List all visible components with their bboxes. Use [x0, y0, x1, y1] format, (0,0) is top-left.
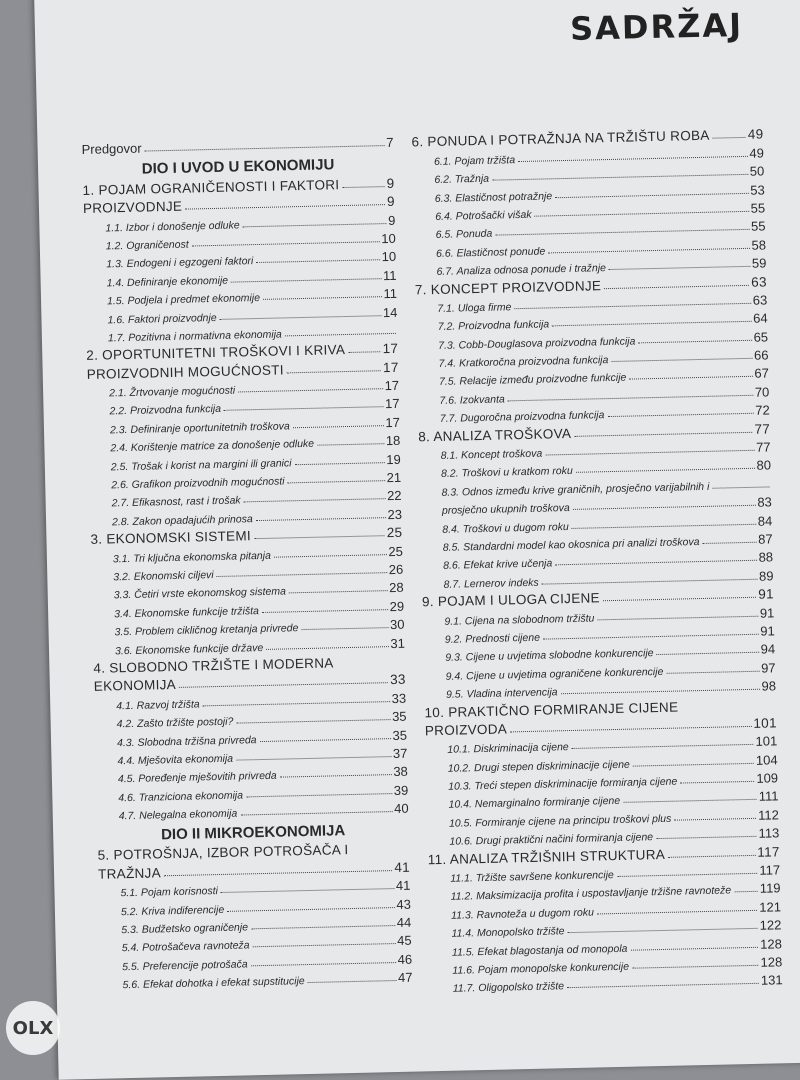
toc-entry-title: 9.1. Cijena na slobodnom tržištu: [444, 611, 595, 628]
toc-page-number: 28: [389, 580, 404, 596]
dot-leader: [251, 962, 396, 966]
dot-leader: [567, 983, 759, 988]
toc-page-number: 101: [755, 733, 778, 750]
dot-leader: [221, 888, 394, 893]
dot-leader: [243, 223, 386, 227]
toc-page-number: 35: [392, 727, 408, 743]
toc-entry-title: 1.4. Definiranje ekonomije: [106, 274, 229, 290]
toc-entry-title: 3.4. Ekonomske funkcije tržišta: [114, 604, 260, 621]
dot-leader: [348, 352, 380, 354]
toc-page-number: 17: [384, 396, 400, 412]
toc-entry-title: 1. POJAM OGRANIČENOSTI I FAKTORI: [82, 176, 340, 198]
toc-entry-title: 3.5. Problem cikličnog kretanja privrede: [114, 622, 299, 639]
book-page: [34, 0, 800, 1080]
dot-leader: [266, 646, 388, 650]
dot-leader: [246, 793, 392, 797]
toc-entry-title: 1.1. Izbor i donošenje odluke: [105, 218, 240, 235]
toc-page-number: 50: [749, 163, 765, 179]
toc-page-number: 9: [386, 175, 395, 191]
dot-leader: [712, 486, 769, 488]
dot-leader: [713, 137, 746, 139]
toc-page-number: 22: [386, 488, 402, 504]
toc-page-number: 72: [755, 402, 770, 418]
toc-page-number: 63: [752, 292, 768, 308]
toc-entry-title: 11.7. Oligopolsko tržište: [452, 980, 565, 996]
toc-entry-title: 2.5. Trošak i korist na margini ili granici: [110, 456, 292, 474]
toc-entry-title: 7.7. Dugoročna proizvodna funkcija: [439, 409, 605, 426]
dot-leader: [572, 744, 754, 749]
toc-entry-title: 1.6. Faktori proizvodnje: [107, 311, 217, 326]
dot-leader: [256, 517, 386, 521]
dot-leader: [617, 873, 758, 877]
dot-leader: [703, 542, 757, 544]
toc-entry-title: 4.5. Poređenje mješovitih privreda: [117, 769, 277, 786]
toc-page-number: 17: [384, 377, 400, 394]
toc-page-number: 88: [758, 549, 774, 566]
toc-entry-title: 7.4. Kratkoročna proizvodna funkcija: [438, 354, 609, 370]
toc-entry-title: 8.6. Efekat krive učenja: [443, 557, 553, 573]
toc-page-number: 58: [751, 237, 767, 253]
toc-page-number: 40: [394, 800, 409, 817]
toc-entry-title: 5.4. Potrošačeva ravnoteža: [121, 939, 250, 955]
toc-page-number: 25: [386, 524, 403, 541]
toc-entry-title: 7. KONCEPT PROIZVODNJE: [414, 277, 602, 297]
dot-leader: [607, 413, 753, 417]
toc-entry-title: 9. POJAM I ULOGA CIJENE: [421, 590, 601, 610]
toc-entry-title: PROIZVODNIH MOGUĆNOSTI: [86, 362, 284, 382]
toc-entry-title: 4.2. Zašto tržište postoji?: [116, 715, 234, 731]
toc-page-number: 64: [753, 310, 768, 327]
toc-entry-title: 1.3. Endogeni i egzogeni faktori: [106, 255, 254, 271]
dot-leader: [630, 946, 758, 950]
toc-entry-title: PROIZVODA: [424, 721, 508, 739]
dot-leader: [274, 554, 387, 558]
toc-page-number: 121: [759, 899, 782, 915]
toc-page-number: 53: [750, 182, 765, 198]
toc-page-number: 31: [390, 635, 406, 651]
toc-entry-title: 5. POTROŠNJA, IZBOR POTROŠAČA I: [97, 842, 349, 864]
toc-entry-title: 11.3. Ravnoteža u dugom roku: [450, 906, 595, 922]
dot-leader: [573, 505, 756, 510]
toc-page-number: 67: [754, 365, 770, 382]
toc-entry-title: 7.2. Proizvodna funkcija: [437, 318, 550, 334]
dot-leader: [632, 965, 759, 969]
toc-entry-title: 1.2. Ograničenost: [105, 238, 189, 253]
toc-entry-title: 8.3. Odnos između krive graničnih, prosječno varijabilnih i: [441, 480, 710, 499]
toc-entry-title: 1.5. Podjela i predmet ekonomije: [106, 292, 261, 308]
toc-entry-title: 11.4. Monopolsko tržište: [451, 925, 565, 940]
toc-page-number: 77: [754, 421, 771, 437]
toc-page-number: 30: [389, 616, 405, 633]
toc-entry-title: 6.1. Pojam tržišta: [433, 153, 516, 168]
toc-page-number: 70: [754, 384, 770, 400]
toc-page-number: 80: [756, 457, 772, 474]
dot-leader: [603, 597, 756, 601]
dot-leader: [227, 907, 394, 912]
toc-entry-title: 11.2. Maksimizacija profita i uspostavljanje tržišne ravnoteže: [450, 884, 732, 904]
dot-leader: [289, 591, 387, 594]
dot-leader: [301, 627, 388, 630]
toc-entry-title: 6.3. Elastičnost potražnje: [434, 189, 553, 205]
dot-leader: [674, 818, 756, 821]
dot-leader: [244, 499, 386, 503]
toc-page-number: 91: [759, 604, 775, 621]
dot-leader: [224, 407, 383, 412]
toc-page-number: 113: [758, 825, 780, 842]
toc-entry-title: 10.6. Drugi praktični načini formiranja cijene: [449, 831, 654, 849]
toc-entry-title: 4.1. Razvoj tržišta: [116, 698, 200, 713]
dot-leader: [317, 443, 384, 446]
dot-leader: [236, 719, 390, 723]
toc-part-heading: DIO II MIKROEKONOMIJA: [160, 822, 346, 844]
dot-leader: [604, 284, 749, 288]
toc-page-number: 131: [760, 972, 783, 989]
toc-page-number: 94: [760, 641, 776, 658]
toc-page-number: 128: [759, 935, 782, 952]
toc-entry-title: 8.7. Lernerov indeks: [443, 576, 539, 591]
toc-entry-title: 3.1. Tri ključna ekonomska pitanja: [112, 549, 271, 565]
toc-page-number: 7: [386, 135, 394, 151]
dot-leader: [203, 701, 390, 706]
dot-leader: [256, 260, 379, 264]
toc-entry-title: 7.1. Uloga firme: [437, 301, 512, 315]
toc-entry-title: 10.2. Drugi stepen diskriminacije cijene: [447, 758, 630, 775]
toc-entry-title: 5.6. Efekat dohotka i efekat supstitucije: [122, 975, 305, 992]
toc-page-number: 66: [753, 347, 769, 363]
toc-entry-title: 10. PRAKTIČNO FORMIRANJE CIJENE: [424, 699, 679, 720]
toc-page-number: 33: [391, 690, 407, 706]
toc-page-number: 98: [761, 678, 777, 694]
toc-page-number: 46: [397, 951, 413, 967]
toc-page-number: 104: [755, 752, 778, 768]
toc-page-number: 44: [396, 914, 412, 931]
dot-leader: [254, 535, 385, 539]
toc-page-number: 117: [759, 862, 781, 878]
toc-page-number: 59: [751, 255, 767, 271]
dot-leader: [656, 836, 757, 839]
dot-leader: [293, 425, 384, 428]
toc-page-number: 19: [386, 451, 401, 467]
toc-page-number: 39: [393, 782, 409, 798]
toc-entry-title: 8. ANALIZA TROŠKOVA: [418, 425, 572, 445]
toc-entry-title: 2.2. Proizvodna funkcija: [109, 403, 222, 418]
toc-page-number: 101: [753, 715, 777, 731]
toc-page-number: 17: [385, 414, 401, 430]
toc-page-number: 91: [760, 623, 775, 639]
toc-page-number: 43: [396, 896, 411, 912]
dot-leader: [638, 339, 751, 343]
toc-page-number: 109: [756, 770, 779, 786]
toc-entry-title: 4.3. Slobodna tržišna privreda: [116, 733, 257, 749]
toc-entry-title: 2.4. Korištenje matrice za donošenje odluke: [110, 438, 315, 455]
toc-page-number: 14: [382, 304, 398, 320]
dot-leader: [253, 943, 396, 947]
toc-entry-title: 2.7. Efikasnost, rast i trošak: [111, 494, 241, 510]
toc-entry-title: 11.1. Tržište savršene konkurencije: [450, 869, 614, 885]
toc-entry-title: 10.4. Nemarginalno formiranje cijene: [448, 795, 621, 812]
dot-leader: [217, 572, 387, 577]
toc-entry-title: 2.1. Žrtvovanje mogućnosti: [109, 384, 236, 400]
toc-entry-title: 9.4. Cijene u uvjetima ograničene konkurencije: [445, 665, 664, 683]
toc-entry-title: 2.6. Grafikon proizvodnih mogućnosti: [111, 475, 285, 492]
dot-leader: [576, 468, 755, 473]
toc-page-number: 49: [747, 126, 764, 143]
toc-entry-title: 2.8. Zakon opadajućih prinosa: [111, 512, 253, 529]
dot-leader: [572, 523, 756, 528]
dot-leader: [192, 241, 380, 246]
dot-leader: [220, 315, 381, 320]
toc-entry-title: 6.5. Ponuda: [435, 228, 493, 242]
toc-page-number: 21: [386, 469, 402, 486]
toc-entry-title: 2.3. Definiranje oportunitetnih troškova: [109, 420, 290, 437]
toc-page-number: 10: [381, 249, 397, 265]
toc-page-number: 112: [758, 807, 780, 823]
dot-leader: [285, 333, 396, 337]
toc-entry-title: 5.1. Pojam korisnosti: [120, 885, 219, 900]
toc-page-number: 91: [758, 586, 775, 602]
toc-page-number: 9: [386, 194, 396, 210]
toc-entry-title: TRAŽNJA: [97, 865, 162, 882]
toc-page-number: 65: [753, 329, 769, 345]
toc-entry-title: 6.2. Tražnja: [434, 172, 490, 187]
toc-page-number: 37: [392, 745, 408, 761]
dot-leader: [236, 756, 391, 761]
toc-page-number: 18: [385, 433, 401, 449]
dot-leader: [262, 609, 388, 613]
toc-page-number: 17: [382, 341, 399, 357]
toc-page-number: 128: [760, 954, 783, 970]
toc-entry-title: 3. EKONOMSKI SISTEMI: [90, 528, 252, 548]
toc-entry-title: 1.7. Pozitivna i normativna ekonomija: [107, 328, 282, 345]
toc-entry-title: 11. ANALIZA TRŽIŠNIH STRUKTURA: [427, 846, 666, 867]
toc-entry-title: 10.5. Formiranje cijene na principu troškovi plus: [448, 812, 672, 830]
toc-page-number: 77: [755, 439, 771, 455]
toc-entry-title: 9.2. Prednosti cijene: [444, 631, 541, 646]
toc-page-number: 38: [393, 764, 408, 780]
toc-entry-title: 6.6. Elastičnost ponude: [435, 245, 546, 260]
toc-page-number: 49: [749, 145, 765, 161]
toc-page-number: 117: [757, 843, 780, 860]
dot-leader: [629, 376, 752, 380]
toc-entry-title: 9.3. Cijene u uvjetima slobodne konkurencije: [445, 647, 654, 665]
page-title: SADRŽAJ: [569, 5, 744, 48]
toc-entry-title: 2. OPORTUNITETNI TROŠKOVI I KRIVA: [86, 342, 346, 364]
dot-leader: [260, 738, 391, 742]
dot-leader: [734, 891, 758, 893]
dot-leader: [231, 278, 381, 282]
dot-leader: [611, 358, 752, 362]
toc-page-number: 89: [758, 568, 774, 584]
toc-page-number: 10: [381, 230, 396, 247]
toc-page-number: 33: [389, 672, 406, 688]
dot-leader: [633, 763, 754, 767]
dot-leader: [680, 781, 754, 784]
toc-entry-title: 7.6. Izokvanta: [439, 393, 505, 407]
toc-entry-title: 3.3. Četiri vrste ekonomskog sistema: [113, 585, 287, 602]
dot-leader: [623, 799, 757, 803]
dot-leader: [597, 910, 757, 915]
dot-leader: [295, 462, 385, 465]
toc-entry-title: 8.2. Troškovi u kratkom roku: [440, 465, 573, 481]
toc-entry-title: 7.5. Relacije između proizvodne funkcije: [438, 372, 627, 389]
dot-leader: [251, 925, 395, 929]
toc-entry-title: prosječno ukupnih troškova: [441, 502, 570, 518]
toc-entry-title: 4.7. Nelegalna ekonomija: [118, 807, 238, 823]
toc-page-number: 9: [387, 212, 396, 228]
toc-page-number: 97: [760, 660, 776, 676]
dot-leader: [342, 186, 384, 188]
toc-entry-title: 3.6. Ekonomske funkcije države: [114, 641, 264, 657]
dot-leader: [597, 615, 758, 620]
toc-entry-title: 11.6. Pojam monopolske konkurencije: [452, 960, 630, 977]
toc-page-number: 35: [391, 708, 407, 725]
toc-entry-title: 9.5. Vladina intervencija: [445, 686, 558, 701]
toc-page-number: 47: [397, 969, 413, 986]
olx-watermark-logo: OLX: [6, 1001, 60, 1055]
dot-leader: [308, 980, 396, 983]
toc-entry-title: 10.1. Diskriminacija cijene: [447, 741, 569, 757]
dot-leader: [609, 266, 750, 270]
toc-entry-title: Predgovor: [81, 140, 142, 158]
toc-left-column: [81, 132, 412, 992]
toc-page-number: 111: [758, 788, 779, 805]
toc-page-number: 84: [757, 512, 773, 529]
toc-page-number: 55: [750, 218, 766, 235]
toc-entry-title: 5.3. Budžetsko ograničenje: [121, 921, 249, 937]
toc-page-number: 63: [751, 273, 767, 290]
dot-leader: [574, 431, 752, 436]
toc-entry-title: 10.3. Treći stepen diskriminacije formiranja cijene: [448, 775, 678, 793]
toc-entry-title: 7.3. Cobb-Douglasova proizvodna funkcija: [438, 335, 636, 352]
toc-page-number: 11: [382, 267, 397, 283]
dot-leader: [240, 811, 392, 815]
dot-leader: [666, 670, 759, 673]
dot-leader: [280, 774, 392, 778]
dot-leader: [287, 370, 381, 373]
toc-entry-title: 5.5. Preferencije potrošača: [122, 958, 248, 974]
toc-entry-title: 3.2. Ekonomski ciljevi: [113, 569, 214, 584]
toc-page-number: 11: [383, 285, 398, 302]
toc-part-heading: DIO I UVOD U EKONOMIJU: [141, 156, 335, 178]
toc-page-number: 122: [759, 917, 782, 933]
dot-leader: [555, 192, 748, 197]
toc-page-number: 23: [387, 506, 403, 522]
toc-page-number: 17: [382, 359, 399, 375]
toc-entry-title: 5.2. Kriva indiferencije: [120, 903, 225, 918]
toc-entry-title: 6.7. Analiza odnosa ponude i tražnje: [436, 262, 607, 279]
toc-entry-title: 4.4. Mješovita ekonomija: [117, 752, 234, 768]
toc-entry-title: 6.4. Potrošački višak: [435, 208, 532, 223]
dot-leader: [668, 854, 755, 857]
toc-entry-title: 8.4. Troškovi u dugom roku: [442, 520, 569, 536]
toc-entry-title: 4.6. Tranziciona ekonomija: [118, 789, 244, 804]
toc-entry-title: 8.1. Koncept troškova: [440, 447, 543, 462]
dot-leader: [238, 388, 382, 392]
dot-leader: [568, 928, 758, 933]
toc-page-number: 29: [389, 598, 405, 614]
toc-page-number: 41: [394, 859, 411, 875]
toc-page-number: 55: [750, 200, 766, 216]
toc-page-number: 83: [757, 494, 772, 510]
dot-leader: [263, 296, 382, 300]
toc-page-number: 45: [397, 933, 412, 949]
toc-page-number: 119: [759, 880, 781, 897]
toc-page-number: 25: [388, 543, 403, 559]
toc-entry-title: 8.5. Standardni model kao okosnica pri analizi troškova: [442, 536, 700, 554]
toc-entry-title: 4. SLOBODNO TRŽIŠTE I MODERNA: [93, 655, 334, 676]
toc-entry-title: PROIZVODNJE: [82, 198, 183, 217]
dot-leader: [657, 652, 759, 655]
toc-page-number: 41: [395, 877, 411, 894]
toc-entry-title: 6. PONUDA I POTRAŽNJA NA TRŽIŠTU ROBA: [411, 128, 710, 150]
toc-page-number: 26: [388, 561, 404, 578]
toc-entry-title: EKONOMIJA: [93, 677, 177, 695]
toc-page-number: 87: [758, 531, 773, 547]
toc-entry-title: 11.5. Efekat blagostanja od monopola: [451, 942, 628, 959]
dot-leader: [288, 480, 385, 483]
toc-right-column: [411, 123, 783, 995]
